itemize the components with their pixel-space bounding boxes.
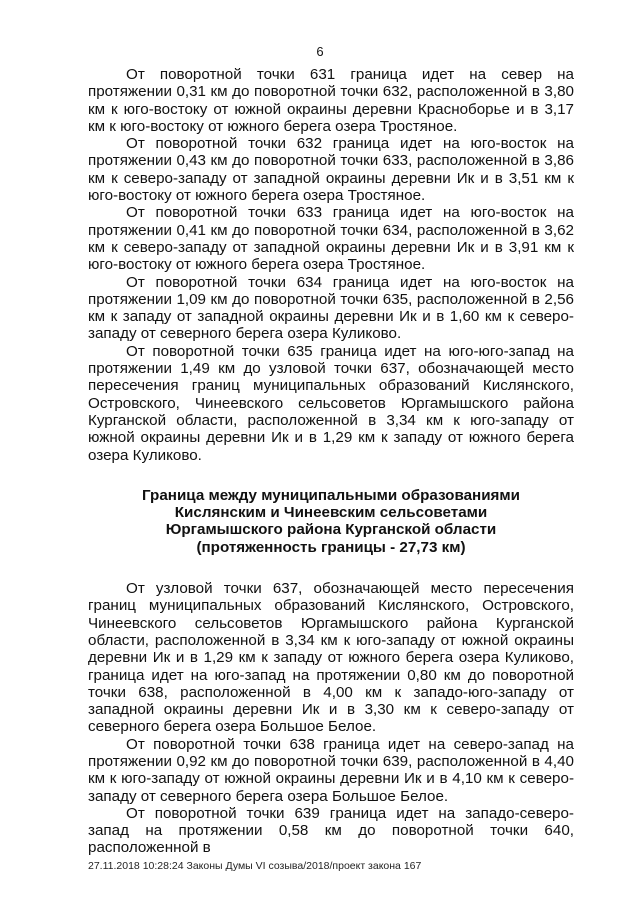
section-heading: [88, 487, 574, 556]
heading-line-2: Кислянским и Чинеевским сельсоветами: [174, 504, 488, 522]
heading-line-4: (протяженность границы - 27,73 км): [196, 538, 466, 556]
paragraph-point-632: От поворотной точки 632 граница идет на юго-восток на протяжении 0,43 км до поворотной точки 633, расположенной в 3,86 км к северо-западу от западной окраины деревни Ик и в 3,51 км к юго-востоку от южного берега озера Тростяное.: [88, 135, 574, 205]
paragraph-point-634: От поворотной точки 634 граница идет на юго-восток на протяжении 1,09 км до поворотной точки 635, расположенной в 2,56 км к западу от западной окраины деревни Ик и в 1,60 км к северо-западу от северного берега озера Куликово.: [88, 273, 574, 343]
footer-metadata: 27.11.2018 10:28:24 Законы Думы VI созыва/2018/проект закона 167: [88, 860, 422, 872]
paragraph-point-633: От поворотной точки 633 граница идет на юго-восток на протяжении 0,41 км до поворотной точки 634, расположенной в 3,62 км к северо-западу от западной окраины деревни Ик и в 3,91 км к юго-востоку от южного берега озера Тростяное.: [88, 204, 574, 274]
heading-line-3: Юргамышского района Курганской области: [165, 521, 497, 539]
paragraph-point-639: От поворотной точки 639 граница идет на западо-северо-запад на протяжении 0,58 км до поворотной точки 640, расположенной в: [88, 804, 574, 857]
document-body: [88, 66, 574, 857]
page-number: 6: [316, 44, 324, 59]
paragraph-point-631: От поворотной точки 631 граница идет на север на протяжении 0,31 км до поворотной точки 632, расположенной в 3,80 км к юго-востоку от южной окраины деревни Красноборье и в 3,17 км к юго-востоку от южного берега озера Тростяное.: [88, 66, 574, 135]
paragraph-point-638: От поворотной точки 638 граница идет на северо-запад на протяжении 0,92 км до поворотной точки 639, расположенной в 4,40 км к юго-западу от южной окраины деревни Ик и в 4,10 км к северо-западу от северного берега озера Большое Белое.: [88, 735, 574, 805]
paragraph-point-637: От узловой точки 637, обозначающей место пересечения границ муниципальных образований Кислянского, Островского, Чинеевского сельсоветов Юргамышского района Курганской области, расположенной в 3,34 км к юго-западу от южной окраины деревни Ик и в 1,29 км к западу от южного берега озера Куликово, граница идет на юго-запад на протяжении 0,80 км до поворотной точки 638, расположенной в 4,00 км к западо-юго-западу от западной окраины деревни Ик и в 3,30 км к северо-западу от северного берега озера Большое Белое.: [88, 580, 574, 736]
heading-line-1: Граница между муниципальными образованиями: [142, 486, 520, 504]
paragraph-point-635: От поворотной точки 635 граница идет на юго-юго-запад на протяжении 1,49 км до узловой точки 637, обозначающей место пересечения границ муниципальных образований Кислянского, Островского, Чинеевского сельсоветов Юргамышского района Курганской области, расположенной в 3,34 км к юго-западу от южной окраины деревни Ик и в 1,29 км к западу от южного берега озера Куликово.: [88, 342, 574, 464]
